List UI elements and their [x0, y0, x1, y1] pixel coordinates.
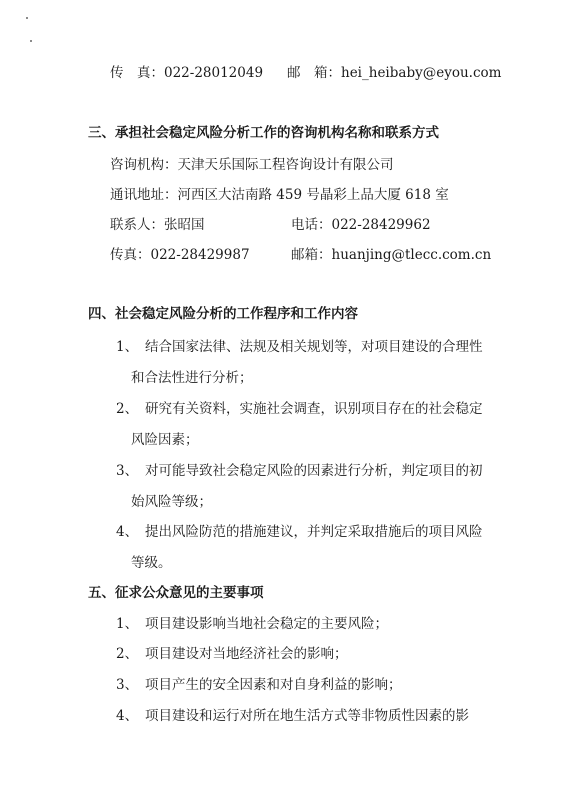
list-item-number: 1、	[116, 339, 139, 355]
list-item-number: 3、	[116, 677, 139, 693]
list-item-continuation: 始风险等级；	[131, 494, 212, 510]
list-item-text: 结合国家法律、法规及相关规划等，对项目建设的合理性	[145, 339, 483, 355]
section-3-heading: 三、承担社会稳定风险分析工作的咨询机构名称和联系方式	[88, 125, 439, 141]
list-item-number: 2、	[116, 646, 139, 662]
list-item-text: 项目产生的安全因素和对自身利益的影响；	[145, 677, 402, 693]
list-item-text: 项目建设影响当地社会稳定的主要风险；	[145, 616, 388, 632]
mailing-address: 通讯地址：河西区大沽南路 459 号晶彩上品大厦 618 室	[110, 187, 449, 203]
list-item-continuation: 等级。	[131, 555, 172, 571]
list-item-number: 1、	[116, 616, 139, 632]
section-4-heading: 四、社会稳定风险分析的工作程序和工作内容	[88, 306, 358, 322]
contact-person: 联系人：张昭国	[110, 217, 205, 233]
agency-email: 邮箱：huanjing@tlecc.com.cn	[291, 247, 492, 263]
consulting-agency: 咨询机构：天津天乐国际工程咨询设计有限公司	[110, 157, 394, 173]
list-item-text: 对可能导致社会稳定风险的因素进行分析，判定项目的初	[145, 463, 483, 479]
list-item-text: 研究有关资料，实施社会调查，识别项目存在的社会稳定	[145, 401, 483, 417]
list-item-number: 3、	[116, 463, 139, 479]
section-5-heading: 五、征求公众意见的主要事项	[88, 585, 264, 601]
scan-speck	[30, 40, 32, 42]
list-item-text: 项目建设对当地经济社会的影响；	[145, 646, 348, 662]
scan-speck	[26, 17, 28, 19]
list-item-text: 项目建设和运行对所在地生活方式等非物质性因素的影	[145, 708, 469, 724]
agency-fax: 传真：022-28429987	[110, 247, 250, 263]
contact-fax: 传 真：022-28012049	[110, 65, 264, 81]
list-item-number: 4、	[116, 708, 139, 724]
list-item-number: 2、	[116, 401, 139, 417]
list-item-text: 提出风险防范的措施建议，并判定采取措施后的项目风险	[145, 524, 483, 540]
list-item-number: 4、	[116, 524, 139, 540]
list-item-continuation: 风险因素；	[131, 432, 199, 448]
contact-email: 邮 箱：hei_heibaby@eyou.com	[287, 65, 502, 81]
list-item-continuation: 和合法性进行分析；	[131, 370, 253, 386]
contact-phone: 电话：022-28429962	[291, 217, 431, 233]
